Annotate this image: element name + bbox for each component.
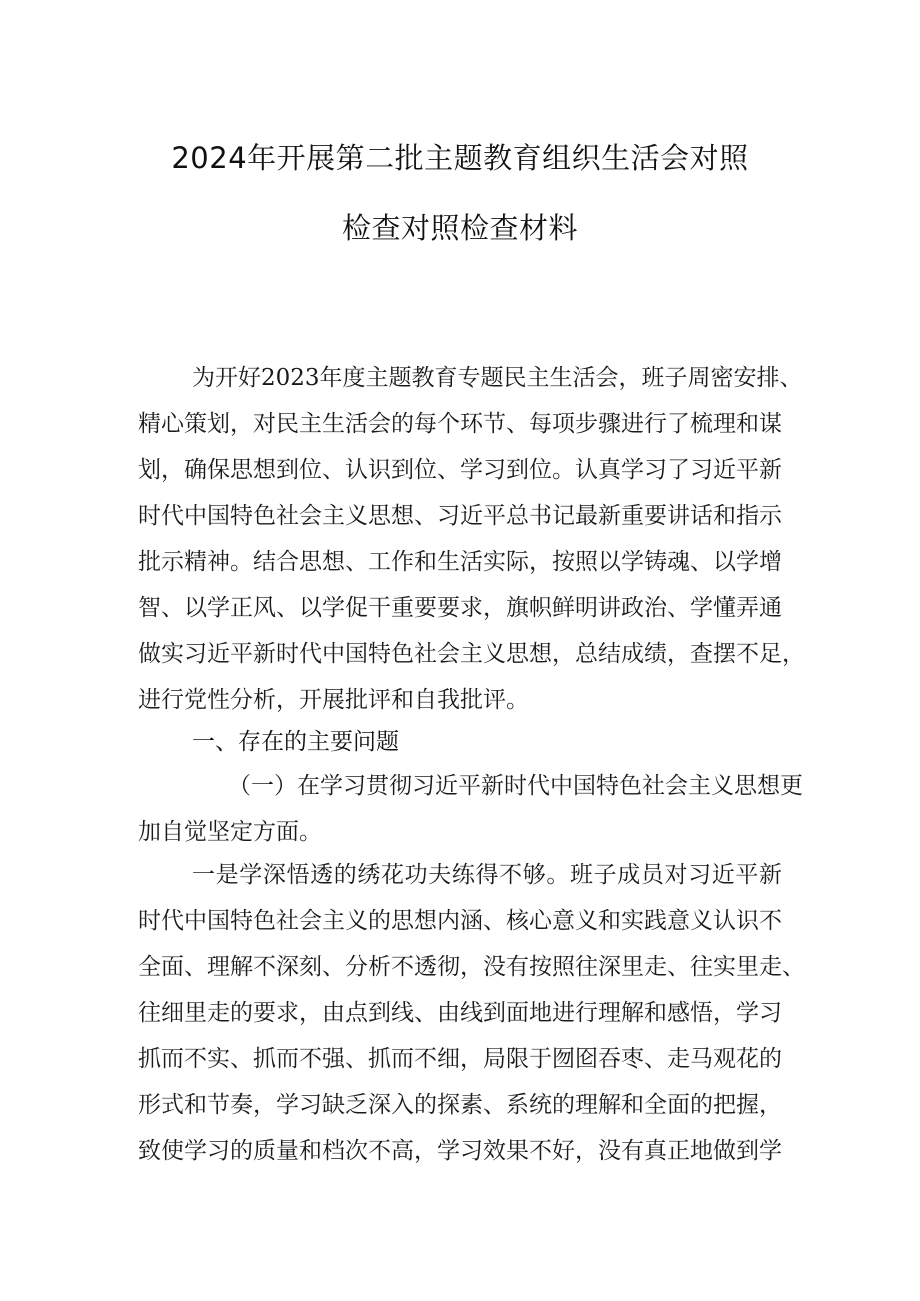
document-title-line-1: 2024年开展第二批主题教育组织生活会对照 [171,141,749,175]
intro-line: 精心策划，对民主生活会的每个环节、每项步骤进行了梳理和谋 [138,411,782,437]
problem-line: 致使学习的质量和档次不高，学习效果不好，没有真正地做到学 [138,1138,782,1164]
subsection-line: （一）在学习贯彻习近平新时代中国特色社会主义思想更 [228,773,803,799]
intro-line: 划，确保思想到位、认识到位、学习到位。认真学习了习近平新 [138,457,782,483]
subsection-line: 加自觉坚定方面。 [138,819,322,845]
intro-line: 时代中国特色社会主义思想、习近平总书记最新重要讲话和指示 [138,503,782,529]
intro-line: 做实习近平新时代中国特色社会主义思想，总结成绩，查摆不足， [138,641,805,667]
problem-line: 全面、理解不深刻、分析不透彻，没有按照往深里走、往实里走、 [138,954,805,980]
problem-line: 抓而不实、抓而不强、抓而不细，局限于囫囵吞枣、走马观花的 [138,1046,782,1072]
document-title-line-2: 检查对照检查材料 [341,211,578,245]
intro-line: 进行党性分析，开展批评和自我批评。 [138,687,529,713]
section-heading: 一、存在的主要问题 [192,729,399,755]
problem-line: 往细里走的要求，由点到线、由线到面地进行理解和感悟，学习 [138,1000,782,1026]
problem-line: 时代中国特色社会主义的思想内涵、核心意义和实践意义认识不 [138,908,782,934]
intro-line: 为开好2023年度主题教育专题民主生活会，班子周密安排、 [192,365,803,391]
problem-line: 一是学深悟透的绣花功夫练得不够。班子成员对习近平新 [192,862,782,888]
problem-line: 形式和节奏，学习缺乏深入的探素、系统的理解和全面的把握， [138,1092,782,1118]
intro-line: 智、以学正风、以学促干重要要求，旗帜鲜明讲政治、学懂弄通 [138,595,782,621]
intro-line: 批示精神。结合思想、工作和生活实际，按照以学铸魂、以学增 [138,549,782,575]
